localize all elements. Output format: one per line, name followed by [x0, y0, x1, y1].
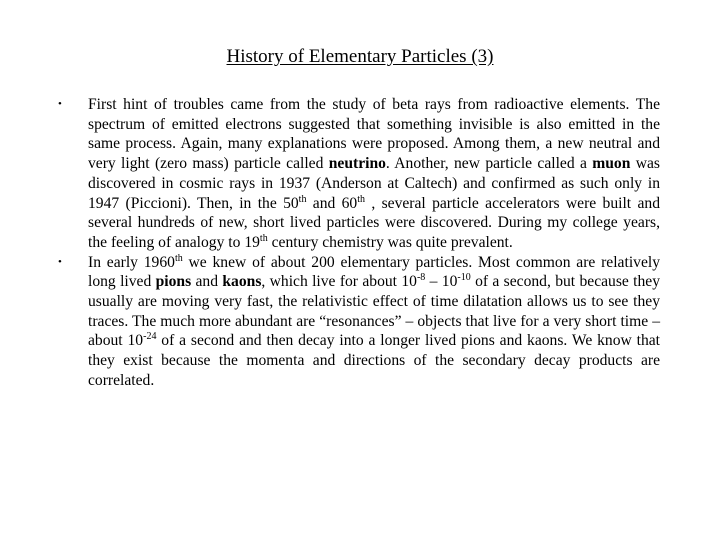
bold-term: muon: [592, 155, 631, 173]
superscript: -8: [416, 272, 426, 284]
text-run: . Another, new particle called a: [385, 155, 593, 173]
bullet-text: [88, 254, 660, 389]
superscript: th: [259, 232, 268, 244]
text-run: and: [191, 273, 223, 291]
superscript: th: [357, 193, 366, 205]
bullet-item-1960s: [0, 253, 720, 391]
bullet-list: [0, 95, 720, 391]
text-run: and 60: [306, 194, 358, 212]
text-run: of a second, but because they usually are moving very fast, the relativistic effect of time dilatation allows us to see they traces. The much more abundant are “resonances” – objects that live for a very short time – about 10: [88, 273, 661, 350]
bold-term: pions: [155, 273, 192, 291]
superscript: th: [298, 193, 307, 205]
text-run: we knew of about 200 elementary particles. Most common are relatively long lived: [88, 253, 660, 291]
text-run: century chemistry was quite prevalent.: [267, 233, 513, 251]
text-run: First hint of troubles came from the study of beta rays from radioactive elements. The spectrum of emitted electrons suggested that something invisible is also emitted in the same process. Again, many explanations were proposed. Among them, a new neutral and very light (zero mass) particle called: [88, 96, 660, 173]
text-run: , several particle accelerators were built and several hundreds of new, short lived particles were discovered. During my college years, the feeling of analogy to 19: [88, 194, 660, 251]
superscript: -24: [143, 331, 157, 343]
text-run: of a second and then decay into a longer lived pions and kaons. We know that they exist because the momenta and directions of the secondary decay products are correlated.: [88, 332, 661, 389]
superscript: th: [174, 252, 183, 264]
superscript: -10: [457, 272, 471, 284]
text-run: In early 1960: [88, 253, 175, 271]
bullet-marker: •: [58, 98, 62, 110]
bold-term: kaons: [222, 273, 262, 291]
text-run: , which live for about 10: [261, 273, 417, 291]
slide-title: History of Elementary Particles (3): [226, 46, 494, 67]
bullet-marker: •: [58, 255, 62, 268]
bold-term: neutrino: [328, 155, 386, 173]
text-run: – 10: [425, 273, 458, 291]
bullet-item-beta-rays: [0, 95, 720, 253]
bullet-text: [88, 96, 660, 251]
text-run: was discovered in cosmic rays in 1937 (Anderson at Caltech) and confirmed as such only in 1947 (Piccioni). Then, in the 50: [88, 155, 660, 212]
